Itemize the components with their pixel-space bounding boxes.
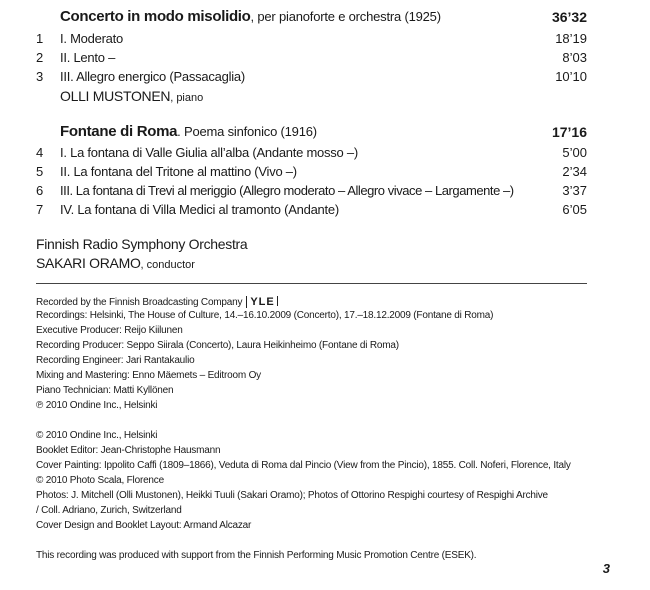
track-1-number: 1 (36, 31, 44, 46)
track-7-title: IV. La fontana di Villa Medici al tramonto (Andante) (60, 202, 339, 217)
track-7-number: 7 (36, 202, 44, 217)
work-2-subtitle: . Poema sinfonico (1916) (177, 124, 317, 139)
work-1-heading (60, 8, 441, 25)
conductor-credit (36, 255, 195, 271)
track-3-duration: 10’10 (555, 69, 587, 84)
track-1-title: I. Moderato (60, 31, 124, 46)
work-1-subtitle: , per pianoforte e orchestra (1925) (250, 9, 441, 24)
track-6-duration: 3’37 (562, 183, 587, 198)
soloist-role: , piano (170, 92, 204, 104)
credit-line: Executive Producer: Reijo Kiilunen (36, 325, 183, 336)
credit-line: Cover Design and Booklet Layout: Armand Alcazar (36, 520, 252, 531)
yle-logo-bar (277, 296, 279, 306)
soloist-credit (60, 88, 203, 104)
recorded-by-line (36, 296, 278, 308)
credit-line: Photos: J. Mitchell (Olli Mustonen), Heikki Tuuli (Sakari Oramo); Photos of Ottorino Respighi courtesy of Respighi Archive (36, 490, 548, 501)
page-number: 3 (602, 561, 610, 576)
track-4-number: 4 (36, 145, 44, 160)
support-statement: This recording was produced with support from the Finnish Performing Music Promotion Centre (ESEK). (36, 550, 477, 561)
track-2-number: 2 (36, 50, 44, 65)
track-4-title: I. La fontana di Valle Giulia all’alba (Andante mosso –) (60, 145, 358, 160)
conductor-name: SAKARI ORAMO (36, 255, 141, 271)
soloist-name: OLLI MUSTONEN (60, 88, 171, 104)
section-divider (36, 283, 587, 284)
work-1-title: Concerto in modo misolidio (60, 8, 251, 25)
credit-line: © 2010 Ondine Inc., Helsinki (36, 430, 158, 441)
track-6-number: 6 (36, 183, 44, 198)
credit-line: Piano Technician: Matti Kyllönen (36, 385, 174, 396)
work-2-total-duration: 17’16 (551, 124, 587, 140)
work-2-title: Fontane di Roma (60, 123, 178, 140)
track-2-duration: 8’03 (562, 50, 587, 65)
conductor-role: , conductor (140, 259, 195, 271)
credit-line: Booklet Editor: Jean-Christophe Hausmann (36, 445, 221, 456)
track-3-title: III. Allegro energico (Passacaglia) (60, 69, 245, 84)
track-3-number: 3 (36, 69, 44, 84)
credit-line: / Coll. Adriano, Zurich, Switzerland (36, 505, 182, 516)
track-2-title: II. Lento – (60, 50, 116, 65)
credit-line: Recording Producer: Seppo Siirala (Concerto), Laura Heikinheimo (Fontane di Roma) (36, 340, 399, 351)
work-2-heading (60, 123, 317, 140)
credit-line: ℗ 2010 Ondine Inc., Helsinki (36, 400, 158, 411)
track-1-duration: 18’19 (555, 31, 587, 46)
track-4-duration: 5’00 (562, 145, 587, 160)
track-5-duration: 2’34 (562, 164, 587, 179)
work-1-total-duration: 36’32 (551, 9, 587, 25)
credit-line: Recording Engineer: Jari Rantakaulio (36, 355, 195, 366)
track-6-title: III. La fontana di Trevi al meriggio (Allegro moderato – Allegro vivace – Largamente –) (60, 183, 514, 198)
credit-line: © 2010 Photo Scala, Florence (36, 475, 164, 486)
credit-line: Mixing and Mastering: Enno Mäemets – Editroom Oy (36, 370, 261, 381)
credit-line: Cover Painting: Ippolito Caffi (1809–1866), Veduta di Roma dal Pincio (View from the Pincio), 1855. Coll. Noferi, Florence, Italy (36, 460, 571, 471)
track-5-number: 5 (36, 164, 44, 179)
track-7-duration: 6’05 (562, 202, 587, 217)
track-5-title: II. La fontana del Tritone al mattino (Vivo –) (60, 164, 297, 179)
yle-logo: YLE (246, 296, 274, 308)
credit-line: Recordings: Helsinki, The House of Culture, 14.–16.10.2009 (Concerto), 17.–18.12.2009 (Fontane di Roma) (36, 310, 494, 321)
orchestra-name: Finnish Radio Symphony Orchestra (36, 236, 248, 252)
recorded-by-text: Recorded by the Finnish Broadcasting Company (36, 297, 243, 308)
